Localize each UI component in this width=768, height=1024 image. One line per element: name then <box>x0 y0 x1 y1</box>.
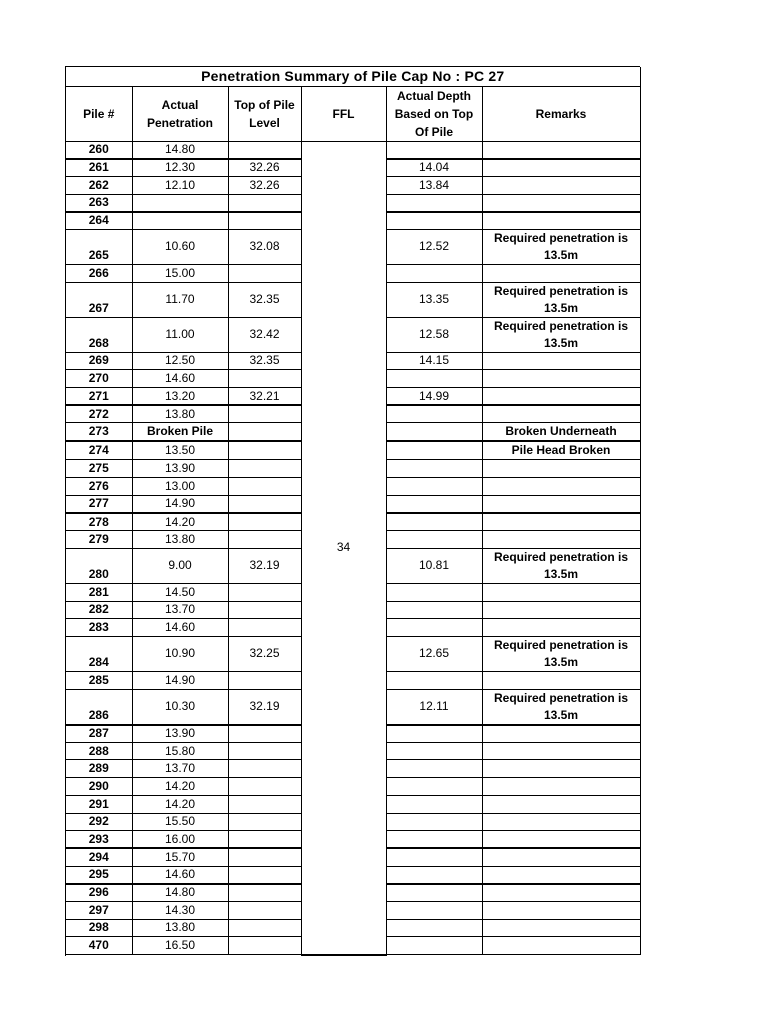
top-of-pile-level <box>228 478 301 496</box>
pile-number: 267 <box>66 282 132 317</box>
penetration-table <box>66 67 641 956</box>
top-of-pile-level: 32.21 <box>228 388 301 406</box>
top-of-pile-level <box>228 919 301 937</box>
top-of-pile-level <box>228 405 301 423</box>
pile-number: 276 <box>66 478 132 496</box>
actual-depth <box>386 583 482 601</box>
pile-number: 288 <box>66 742 132 760</box>
pile-number: 296 <box>66 884 132 902</box>
top-of-pile-level <box>228 778 301 796</box>
top-of-pile-level: 32.35 <box>228 282 301 317</box>
top-of-pile-level <box>228 671 301 689</box>
top-of-pile-level <box>228 194 301 212</box>
actual-depth <box>386 478 482 496</box>
remark <box>482 919 640 937</box>
pile-number: 266 <box>66 264 132 282</box>
actual-penetration: 15.50 <box>132 813 228 831</box>
actual-penetration: 13.90 <box>132 460 228 478</box>
top-of-pile-level <box>228 937 301 955</box>
actual-depth: 14.99 <box>386 388 482 406</box>
top-of-pile-level <box>228 725 301 743</box>
top-of-pile-level <box>228 831 301 849</box>
header-actual-penetration: Actual Penetration <box>132 86 228 141</box>
header-pile: Pile # <box>66 86 132 141</box>
pile-number: 294 <box>66 848 132 866</box>
remark <box>482 159 640 177</box>
pile-number: 297 <box>66 901 132 919</box>
top-of-pile-level: 32.08 <box>228 229 301 264</box>
top-of-pile-level <box>228 601 301 619</box>
remark <box>482 405 640 423</box>
sheet-title: Penetration Summary of Pile Cap No : PC 27 <box>66 67 640 86</box>
actual-depth <box>386 460 482 478</box>
actual-penetration: 15.80 <box>132 742 228 760</box>
actual-depth <box>386 495 482 513</box>
actual-penetration <box>132 212 228 230</box>
top-of-pile-level: 32.42 <box>228 317 301 352</box>
pile-number: 290 <box>66 778 132 796</box>
top-of-pile-level: 32.19 <box>228 689 301 725</box>
top-of-pile-level <box>228 423 301 442</box>
pile-number: 283 <box>66 619 132 637</box>
pile-number: 268 <box>66 317 132 352</box>
remark <box>482 866 640 884</box>
actual-penetration: 13.70 <box>132 760 228 778</box>
actual-penetration: 13.50 <box>132 441 228 460</box>
actual-penetration: 11.00 <box>132 317 228 352</box>
remark <box>482 212 640 230</box>
remark: Required penetration is 13.5m <box>482 689 640 725</box>
actual-penetration: 13.90 <box>132 725 228 743</box>
top-of-pile-level <box>228 531 301 549</box>
header-row <box>66 86 640 141</box>
actual-depth <box>386 671 482 689</box>
actual-depth <box>386 937 482 955</box>
pile-number: 262 <box>66 176 132 194</box>
pile-number: 277 <box>66 495 132 513</box>
remark <box>482 141 640 159</box>
actual-depth: 14.15 <box>386 352 482 370</box>
actual-penetration <box>132 194 228 212</box>
remark: Pile Head Broken <box>482 441 640 460</box>
actual-depth <box>386 760 482 778</box>
remark <box>482 478 640 496</box>
actual-depth <box>386 531 482 549</box>
remark <box>482 671 640 689</box>
remark <box>482 264 640 282</box>
actual-penetration: 10.90 <box>132 636 228 671</box>
actual-penetration: 14.30 <box>132 901 228 919</box>
top-of-pile-level <box>228 141 301 159</box>
actual-penetration: 14.90 <box>132 671 228 689</box>
pile-number: 282 <box>66 601 132 619</box>
actual-penetration: 9.00 <box>132 548 228 583</box>
actual-penetration: 11.70 <box>132 282 228 317</box>
actual-depth <box>386 441 482 460</box>
pile-number: 261 <box>66 159 132 177</box>
remark <box>482 901 640 919</box>
remark <box>482 194 640 212</box>
remark <box>482 795 640 813</box>
pile-number: 281 <box>66 583 132 601</box>
pile-number: 287 <box>66 725 132 743</box>
top-of-pile-level <box>228 884 301 902</box>
header-actual-depth: Actual Depth Based on Top Of Pile <box>386 86 482 141</box>
actual-depth <box>386 725 482 743</box>
actual-depth: 12.52 <box>386 229 482 264</box>
actual-depth <box>386 884 482 902</box>
remark <box>482 831 640 849</box>
pile-number: 291 <box>66 795 132 813</box>
pile-number: 273 <box>66 423 132 442</box>
remark <box>482 513 640 531</box>
actual-penetration: 12.10 <box>132 176 228 194</box>
pile-number: 278 <box>66 513 132 531</box>
pile-number: 275 <box>66 460 132 478</box>
top-of-pile-level <box>228 866 301 884</box>
top-of-pile-level <box>228 441 301 460</box>
pile-number: 286 <box>66 689 132 725</box>
top-of-pile-level <box>228 212 301 230</box>
remark <box>482 176 640 194</box>
pile-number: 293 <box>66 831 132 849</box>
remark <box>482 388 640 406</box>
remark <box>482 460 640 478</box>
actual-depth <box>386 264 482 282</box>
actual-penetration: 13.20 <box>132 388 228 406</box>
actual-depth: 13.35 <box>386 282 482 317</box>
actual-depth <box>386 194 482 212</box>
actual-depth <box>386 370 482 388</box>
actual-depth <box>386 619 482 637</box>
actual-depth <box>386 901 482 919</box>
actual-penetration: 14.20 <box>132 795 228 813</box>
top-of-pile-level <box>228 495 301 513</box>
remark <box>482 937 640 955</box>
actual-penetration: 13.80 <box>132 405 228 423</box>
actual-penetration: 13.00 <box>132 478 228 496</box>
actual-penetration: 16.50 <box>132 937 228 955</box>
remark <box>482 583 640 601</box>
remark <box>482 742 640 760</box>
pile-number: 272 <box>66 405 132 423</box>
actual-depth <box>386 813 482 831</box>
top-of-pile-level <box>228 760 301 778</box>
actual-penetration: 13.80 <box>132 531 228 549</box>
actual-depth <box>386 848 482 866</box>
pile-number: 292 <box>66 813 132 831</box>
remark <box>482 884 640 902</box>
top-of-pile-level <box>228 513 301 531</box>
actual-depth <box>386 866 482 884</box>
pile-number: 260 <box>66 141 132 159</box>
actual-depth <box>386 405 482 423</box>
header-top-of-pile-level: Top of Pile Level <box>228 86 301 141</box>
pile-number: 269 <box>66 352 132 370</box>
top-of-pile-level <box>228 264 301 282</box>
header-ffl: FFL <box>301 86 386 141</box>
pile-number: 289 <box>66 760 132 778</box>
pile-number: 298 <box>66 919 132 937</box>
actual-penetration: 14.60 <box>132 370 228 388</box>
top-of-pile-level <box>228 813 301 831</box>
pile-number: 470 <box>66 937 132 955</box>
remark: Required penetration is 13.5m <box>482 229 640 264</box>
pile-number: 284 <box>66 636 132 671</box>
pile-number: 263 <box>66 194 132 212</box>
remark: Required penetration is 13.5m <box>482 317 640 352</box>
top-of-pile-level: 32.26 <box>228 176 301 194</box>
top-of-pile-level: 32.35 <box>228 352 301 370</box>
actual-penetration: 14.80 <box>132 884 228 902</box>
actual-depth <box>386 513 482 531</box>
remark <box>482 778 640 796</box>
actual-penetration: 14.90 <box>132 495 228 513</box>
top-of-pile-level <box>228 583 301 601</box>
top-of-pile-level <box>228 370 301 388</box>
remark: Required penetration is 13.5m <box>482 636 640 671</box>
pile-number: 280 <box>66 548 132 583</box>
actual-depth <box>386 141 482 159</box>
remark: Broken Underneath <box>482 423 640 442</box>
actual-penetration: 14.50 <box>132 583 228 601</box>
actual-penetration: 10.60 <box>132 229 228 264</box>
remark <box>482 725 640 743</box>
remark <box>482 495 640 513</box>
actual-depth: 14.04 <box>386 159 482 177</box>
remark <box>482 848 640 866</box>
top-of-pile-level <box>228 848 301 866</box>
remark <box>482 370 640 388</box>
top-of-pile-level <box>228 901 301 919</box>
remark: Required penetration is 13.5m <box>482 282 640 317</box>
top-of-pile-level: 32.25 <box>228 636 301 671</box>
actual-depth: 12.65 <box>386 636 482 671</box>
actual-depth <box>386 601 482 619</box>
actual-penetration: 14.20 <box>132 778 228 796</box>
actual-depth <box>386 423 482 442</box>
actual-penetration: 14.60 <box>132 866 228 884</box>
actual-depth <box>386 831 482 849</box>
pile-number: 271 <box>66 388 132 406</box>
top-of-pile-level <box>228 795 301 813</box>
actual-penetration: 13.80 <box>132 919 228 937</box>
actual-depth: 13.84 <box>386 176 482 194</box>
actual-depth <box>386 795 482 813</box>
table-row <box>66 141 640 159</box>
actual-penetration: 14.80 <box>132 141 228 159</box>
remark <box>482 813 640 831</box>
remark <box>482 760 640 778</box>
top-of-pile-level: 32.26 <box>228 159 301 177</box>
actual-penetration: 15.00 <box>132 264 228 282</box>
top-of-pile-level <box>228 742 301 760</box>
actual-penetration: 12.50 <box>132 352 228 370</box>
remark <box>482 352 640 370</box>
actual-penetration: 16.00 <box>132 831 228 849</box>
actual-depth: 12.11 <box>386 689 482 725</box>
pile-number: 274 <box>66 441 132 460</box>
top-of-pile-level <box>228 619 301 637</box>
remark <box>482 601 640 619</box>
pile-number: 285 <box>66 671 132 689</box>
actual-depth: 12.58 <box>386 317 482 352</box>
top-of-pile-level: 32.19 <box>228 548 301 583</box>
actual-penetration: Broken Pile <box>132 423 228 442</box>
remark: Required penetration is 13.5m <box>482 548 640 583</box>
actual-depth <box>386 742 482 760</box>
actual-penetration: 12.30 <box>132 159 228 177</box>
actual-penetration: 13.70 <box>132 601 228 619</box>
actual-depth: 10.81 <box>386 548 482 583</box>
actual-penetration: 14.20 <box>132 513 228 531</box>
actual-penetration: 10.30 <box>132 689 228 725</box>
pile-number: 264 <box>66 212 132 230</box>
actual-penetration: 14.60 <box>132 619 228 637</box>
top-of-pile-level <box>228 460 301 478</box>
pile-number: 265 <box>66 229 132 264</box>
actual-depth <box>386 919 482 937</box>
actual-depth <box>386 212 482 230</box>
penetration-summary-sheet <box>65 66 640 956</box>
ffl-value: 34 <box>301 141 386 955</box>
remark <box>482 531 640 549</box>
pile-number: 295 <box>66 866 132 884</box>
pile-number: 270 <box>66 370 132 388</box>
header-remarks: Remarks <box>482 86 640 141</box>
actual-penetration: 15.70 <box>132 848 228 866</box>
remark <box>482 619 640 637</box>
pile-number: 279 <box>66 531 132 549</box>
title-row <box>66 67 640 86</box>
actual-depth <box>386 778 482 796</box>
